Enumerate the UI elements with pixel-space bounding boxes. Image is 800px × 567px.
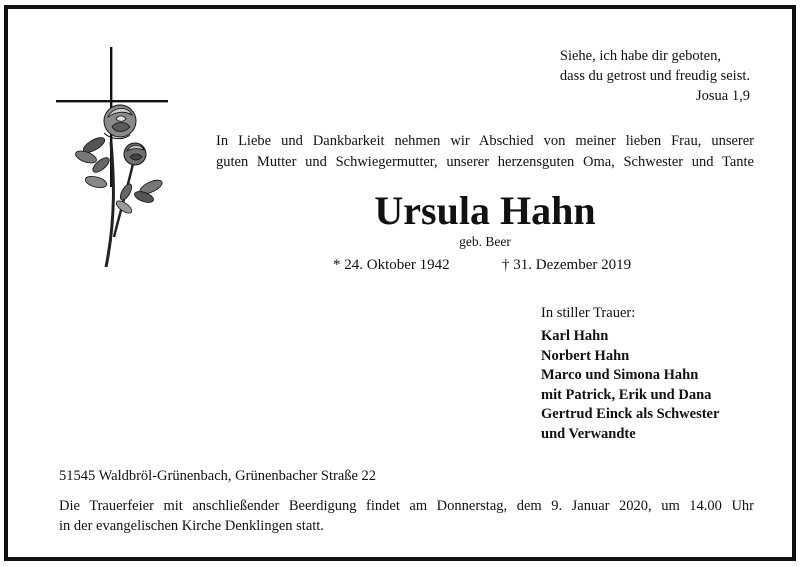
birth-name: geb. Beer	[459, 234, 511, 249]
funeral-line: Die Trauerfeier mit anschließender Beerdigung findet am Donnerstag, dem 9. Januar 2020, um 14.00 Uhr	[59, 498, 754, 514]
mourner-name: Norbert Hahn	[541, 347, 630, 364]
mourning-label: In stiller Trauer:	[541, 305, 636, 321]
mourner-name: mit Patrick, Erik und Dana	[541, 386, 712, 403]
intro-line: guten Mutter und Schwiegermutter, unserer herzensguten Oma, Schwester und Tante	[216, 154, 754, 170]
funeral-line: in der evangelischen Kirche Denklingen statt.	[59, 518, 324, 534]
mourner-name: Karl Hahn	[541, 328, 609, 344]
mourner-list	[541, 327, 719, 444]
quote-line: dass du getrost und freudig seist.	[559, 68, 750, 84]
quote-line: Siehe, ich habe dir geboten,	[559, 48, 721, 64]
funeral-info	[59, 496, 754, 536]
intro-text	[216, 131, 754, 173]
intro-line: In Liebe und Dankbarkeit nehmen wir Abschied von meiner lieben Frau, unserer	[216, 133, 754, 149]
bible-quote	[560, 46, 750, 106]
mourner-name: Marco und Simona Hahn	[541, 367, 699, 383]
obituary-notice	[4, 5, 796, 561]
mourning-address: 51545 Waldbröl-Grünenbach, Grünenbacher Straße 22	[59, 468, 377, 484]
mourner-name: und Verwandte	[541, 425, 636, 442]
death-date: † 31. Dezember 2019	[502, 257, 632, 273]
birth-date: * 24. Oktober 1942	[333, 257, 450, 273]
cross-with-roses-icon	[56, 47, 176, 277]
mourner-name: Gertrud Einck als Schwester	[541, 406, 720, 422]
deceased-name: Ursula Hahn	[374, 188, 596, 233]
quote-reference: Josua 1,9	[696, 88, 750, 104]
